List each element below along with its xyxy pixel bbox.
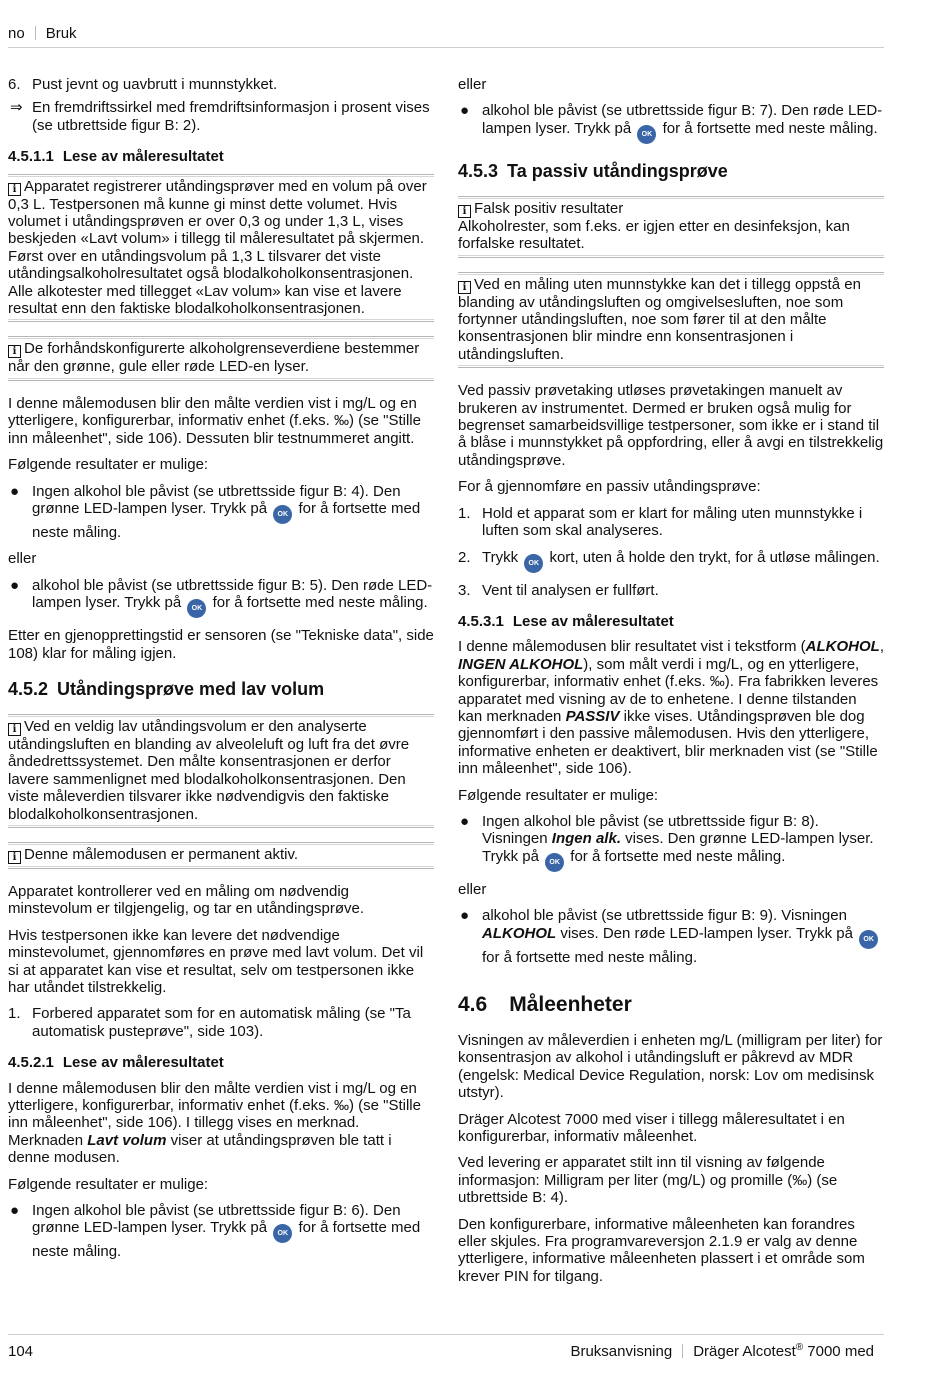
bullet-icon: ● <box>10 576 20 594</box>
heading-4-5-3 <box>458 160 884 182</box>
footer-doc-title: Bruksanvisning <box>570 1343 673 1360</box>
info-note-limits <box>8 336 434 380</box>
info-icon: i <box>8 183 21 196</box>
paragraph: Ved levering er apparatet stilt inn til visning av følgende informasjon: Milligram per liter (mg/L) og promille (‰) (se utbrettside B: 4). <box>458 1154 838 1207</box>
paragraph: Visningen av måleverdien i enheten mg/L (milligram per liter) for konsentrasjon av alkohol i utåndingsluft er påkrevd av MDR (engelsk: Medical Device Regulation, norsk: Lov om medisinsk utstyr). <box>458 1032 883 1102</box>
step-2 <box>458 549 884 573</box>
step-number: 3. <box>458 581 471 599</box>
info-icon: i <box>458 205 471 218</box>
paragraph <box>458 638 884 777</box>
page-header <box>8 25 77 42</box>
footer-product: Dräger Alcotest <box>693 1343 796 1360</box>
footer-model: 7000 med <box>807 1343 874 1360</box>
info-note-no-mouthpiece <box>458 272 884 369</box>
info-icon: i <box>8 723 21 736</box>
heading-4-5-2 <box>8 678 434 700</box>
bullet-icon: ● <box>460 102 470 120</box>
note-text: Denne målemodusen er permanent aktiv. <box>24 845 299 863</box>
bullet-icon: ● <box>10 1202 20 1220</box>
heading-4-6 <box>458 992 884 1018</box>
item-text: for å fortsette med neste måling. <box>212 594 428 612</box>
paragraph-or: eller <box>8 550 37 568</box>
list-item <box>458 907 884 966</box>
ok-button-icon: OK <box>637 125 656 144</box>
paragraph: Den konfigurerbare, informative måleenheten kan forandres eller skjules. Fra programvareversjon 2.1.9 er valg av denne ytterligere, informative måleenheten plassert i et område som krever PIN for tilgang. <box>458 1215 865 1285</box>
item-text: Ingen alkohol ble påvist (se utbrettsside figur B: 6). Den grønne LED-lampen lyser. Trykk på <box>32 1202 401 1237</box>
paragraph <box>8 1080 434 1167</box>
ok-button-icon: OK <box>273 505 292 524</box>
paragraph-or: eller <box>458 880 487 898</box>
info-note-false-positive <box>458 196 884 258</box>
bullet-icon: ● <box>10 482 20 500</box>
paragraph: Dräger Alcotest 7000 med viser i tillegg måleresultatet i en konfigurerbar, informativ måleenhet. <box>458 1110 845 1146</box>
heading-4-5-1-1 <box>8 148 434 165</box>
text: I denne målemodusen blir resultatet vist i tekstform ( <box>458 638 806 656</box>
step-text: Vent til analysen er fullført. <box>482 581 659 599</box>
header-language: no <box>8 25 25 42</box>
item-text: for å fortsette med neste måling. <box>662 119 878 137</box>
ok-button-icon: OK <box>187 599 206 618</box>
left-column <box>8 76 434 1270</box>
registered-mark: ® <box>795 1342 804 1353</box>
step-text: Forbered apparatet som for en automatisk måling (se "Ta automatisk pusteprøve", side 103). <box>32 1005 411 1040</box>
note-text: Ved en veldig lav utåndingsvolum er den analyserte utåndingsluften en blanding av alveoleluft og luft fra det øvre åndedrettssystemet. Den målte konsentrasjonen er derfor lavere sammenlignet med blodalkoholkonsentrasjonen. Den viste måleverdien tilsvarer ikke nødvendigvis den faktiske blodalkoholkonsentrasjonen. <box>8 717 410 823</box>
heading-title: Lese av måleresultatet <box>62 1054 224 1072</box>
step-1 <box>8 1005 434 1040</box>
step-text: Hold et apparat som er klart for måling uten munnstykke i luften som skal analyseres. <box>482 504 863 540</box>
heading-title: Lese av måleresultatet <box>512 612 674 630</box>
step-number: 6. <box>8 76 21 93</box>
paragraph: Følgende resultater er mulige: <box>8 456 209 474</box>
ok-button-icon: OK <box>524 554 543 573</box>
list-item <box>458 813 884 872</box>
paragraph: For å gjennomføre en passiv utåndingsprøve: <box>458 478 761 496</box>
item-text: alkohol ble påvist (se utbrettsside figur B: 5). Den røde LED-lampen lyser. Trykk på <box>32 576 433 612</box>
header-rule <box>8 47 884 48</box>
list-item <box>458 102 884 143</box>
result-text: En fremdriftssirkel med fremdriftsinformasjon i prosent vises (se utbrettside figur B: 2). <box>32 99 430 134</box>
text: ikke vises. Utåndingsprøven ble dog gjennomført i den passive målemodusen. Hvis den ytterligere, informative enheten er deaktivert, blir merknaden vist (se "Stille inn måleenhet", side 106). <box>458 707 878 778</box>
heading-title: Utåndingsprøve med lav volum <box>57 678 325 699</box>
ok-button-icon: OK <box>273 1224 292 1243</box>
text: I denne målemodusen blir den målte verdien vist i mg/L og en ytterligere, konfigurerbar, informativ enhet (f.eks. ‰) (se "Stille inn måleenhet", side 106). I tillegg vises en merknad. Merknaden <box>8 1079 421 1149</box>
heading-4-5-3-1 <box>458 613 884 630</box>
info-icon: i <box>8 345 21 358</box>
paragraph: Etter en gjenopprettingstid er sensoren (se "Tekniske data", side 108) klar for måling igjen. <box>8 627 434 662</box>
step-number: 1. <box>8 1005 21 1023</box>
item-text: Ingen alkohol ble påvist (se utbrettsside figur B: 8). Visningen <box>482 812 819 848</box>
item-text: vises. Den grønne LED-lampen lyser. Trykk på <box>482 830 874 865</box>
note-text: Ved en måling uten munnstykke kan det i tillegg oppstå en blanding av utåndingsluften og omgivelsesluften, noe som fortynner utåndingsluften, noe som fører til at den målte konsentrasjonen blir mindre enn konsentrasjonen i utåndingsluften. <box>458 275 861 363</box>
display-term: PASSIV <box>565 707 620 725</box>
info-note-low-volume <box>8 714 434 828</box>
text: ), som målt verdi i mg/L, og en ytterligere, konfigurerbar, informativ enhet (f.eks. ‰). Fra fabrikken leveres apparatet med visning av de to enhetene. I denne tilstanden kan merknaden <box>458 655 879 725</box>
note-text: Apparatet registrerer utåndingsprøver med en volum på over 0,3 L. Testpersonen må kunne gi minst dette volumet. Hvis volumet i utåndingsprøven er over 0,3 og under 1,3 L, vises beskjeden «Lavt volum» i tillegg til måleresultatet på skjermen. Først over en utåndingsvolum på 1,3 L tilsvarer det viste utåndingsalkoholresultatet også blodalkoholkonsentrasjonen. Alle alkotester med tillegget «Lav volum» kan vise et lavere resultat enn den faktiske blodalkoholkonsentrasjonen. <box>8 177 427 318</box>
heading-number: 4.5.2.1 <box>8 1054 54 1072</box>
step-text: kort, uten å holde den trykt, for å utløse målingen. <box>549 548 880 566</box>
step-1 <box>458 505 884 540</box>
step-6 <box>8 76 434 93</box>
list-item <box>8 577 434 618</box>
item-text: Ingen alkohol ble påvist (se utbrettsside figur B: 4). Den grønne LED-lampen lyser. Trykk på <box>32 482 401 517</box>
heading-number: 4.5.2 <box>8 678 49 699</box>
result-arrow-icon: ⇒ <box>10 99 23 117</box>
display-term: Ingen alk. <box>551 830 621 848</box>
info-icon: i <box>8 851 21 864</box>
step-number: 1. <box>458 504 471 522</box>
text: , <box>879 638 884 656</box>
text: viser at utåndingsprøven ble tatt i denne modusen. <box>8 1131 392 1167</box>
paragraph: Hvis testpersonen ikke kan levere det nødvendige minstevolumet, gjennomføres en prøve med lavt volum. Det vil si at apparatet kan vise et resultat, selv om testpersonen ikke har utåndet tilstrekkelig. <box>8 926 424 996</box>
paragraph: Apparatet kontrollerer ved en måling om nødvendig minstevolum er tilgjengelig, og tar en utåndingsprøve. <box>8 882 365 918</box>
item-text: alkohol ble påvist (se utbrettsside figur B: 7). Den røde LED-lampen lyser. Trykk på <box>482 102 883 137</box>
page-number: 104 <box>8 1343 34 1360</box>
item-text: alkohol ble påvist (se utbrettsside figur B: 9). Visningen <box>482 907 847 925</box>
info-note-permanent <box>8 842 434 869</box>
paragraph: Følgende resultater er mulige: <box>8 1175 209 1193</box>
ok-button-icon: OK <box>859 930 878 949</box>
paragraph: I denne målemodusen blir den målte verdien vist i mg/L og en ytterligere, konfigurerbar, informativ enhet (f.eks. ‰) (se "Stille inn måleenhet", side 106). Dessuten blir testnummeret angitt. <box>8 394 421 447</box>
header-section: Bruk <box>45 25 77 42</box>
heading-number: 4.5.3.1 <box>458 612 504 630</box>
heading-number: 4.6 <box>458 993 488 1016</box>
paragraph: Ved passiv prøvetaking utløses prøvetakingen manuelt av brukeren av instrumentet. Dermed er bruken også mulig for begrenset samarbeidsvillige testpersoner, som ikke er i stand til å blåse i munnstykket på oppfordring, eller å avgi en tilstrekkelig utåndingsprøve. <box>458 382 884 469</box>
heading-title: Ta passiv utåndingsprøve <box>507 160 728 181</box>
step-text: Pust jevnt og uavbrutt i munnstykket. <box>32 76 278 93</box>
paragraph-or: eller <box>458 76 487 93</box>
item-text: for å fortsette med neste måling. <box>570 847 786 865</box>
footer-rule <box>8 1334 884 1335</box>
display-term: ALKOHOL <box>482 924 557 942</box>
bullet-icon: ● <box>460 812 470 830</box>
heading-4-5-2-1 <box>8 1054 434 1071</box>
item-text: for å fortsette med neste måling. <box>482 948 698 966</box>
item-text: for å fortsette med neste måling. <box>32 499 421 541</box>
item-text: vises. Den røde LED-lampen lyser. Trykk på <box>560 924 853 942</box>
heading-number: 4.5.3 <box>458 160 499 181</box>
step-6-result <box>8 99 434 134</box>
display-term: Lavt volum <box>87 1131 167 1149</box>
info-note-volume <box>8 174 434 323</box>
page-footer <box>570 1343 874 1360</box>
step-number: 2. <box>458 548 471 566</box>
footer-divider <box>682 1344 683 1358</box>
paragraph: Følgende resultater er mulige: <box>458 786 659 804</box>
step-3 <box>458 582 884 599</box>
header-divider <box>35 26 36 40</box>
list-item <box>8 1202 434 1261</box>
display-term: INGEN ALKOHOL <box>458 655 584 673</box>
right-column <box>458 76 884 1294</box>
heading-number: 4.5.1.1 <box>8 148 54 166</box>
note-text: De forhåndskonfigurerte alkoholgrenseverdiene bestemmer når den grønne, gule eller røde LED-en lyser. <box>8 340 420 376</box>
display-term: ALKOHOL <box>805 638 880 656</box>
list-item <box>8 483 434 542</box>
note-title: Falsk positiv resultater <box>474 199 624 217</box>
heading-title: Lese av måleresultatet <box>62 148 224 166</box>
heading-title: Måleenheter <box>509 993 632 1016</box>
bullet-icon: ● <box>460 907 470 925</box>
step-text: Trykk <box>482 548 519 566</box>
ok-button-icon: OK <box>545 853 564 872</box>
note-text: Alkoholrester, som f.eks. er igjen etter en desinfeksjon, kan forfalske resultatet. <box>458 217 850 253</box>
info-icon: i <box>458 281 471 294</box>
item-text: for å fortsette med neste måling. <box>32 1219 421 1261</box>
